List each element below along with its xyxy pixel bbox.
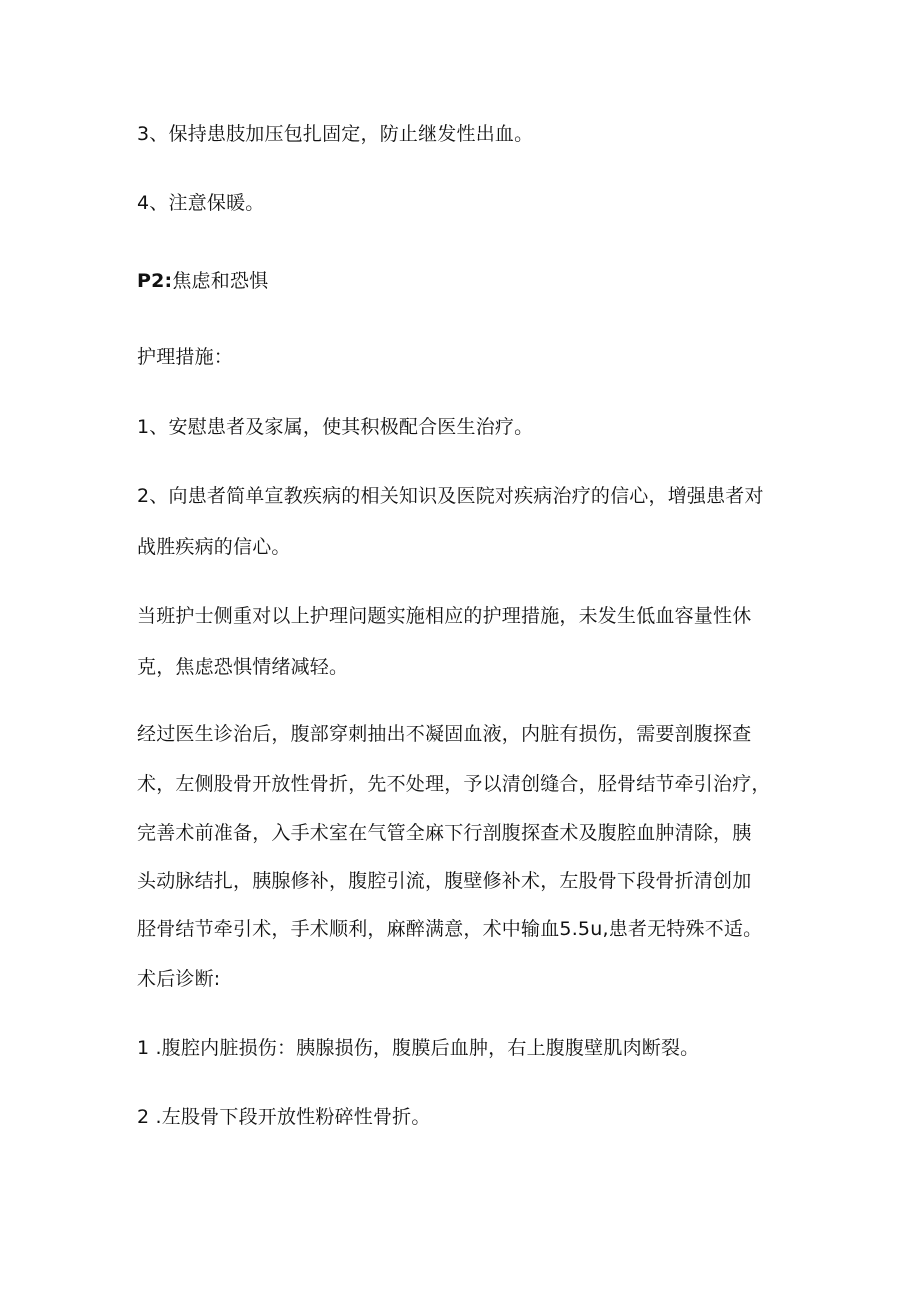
problem-code: P2: — [137, 270, 173, 292]
surgery-line-4: 头动脉结扎，胰腺修补，腹腔引流，腹壁修补术，左股骨下段骨折清创加 — [137, 870, 752, 892]
surgery-line-2: 术，左侧股骨开放性骨折，先不处理，予以清创缝合，胫骨结节牵引治疗， — [137, 773, 771, 795]
postop-diagnosis-label: 术后诊断: — [137, 968, 221, 990]
problem-title: 焦虑和恐惧 — [172, 270, 269, 292]
surgery-line-3: 完善术前准备，入手术室在气管全麻下行剖腹探查术及腹腔血肿清除，胰 — [137, 822, 752, 844]
diagnosis-item-2: 2 .左股骨下段开放性粉碎性骨折。 — [137, 1106, 431, 1128]
measures-label: 护理措施： — [137, 346, 234, 368]
nursing-item-4: 4、注意保暖。 — [137, 192, 265, 214]
diagnosis-item-1: 1 .腹腔内脏损伤：胰腺损伤，腹膜后血肿，右上腹腹壁肌肉断裂。 — [137, 1037, 700, 1059]
problem-heading-p2 — [137, 268, 268, 294]
summary-line-2: 克，焦虑恐惧情绪减轻。 — [137, 656, 349, 678]
nursing-item-3: 3、保持患肢加压包扎固定，防止继发性出血。 — [137, 123, 534, 145]
measure-item-2-line-1: 2、向患者简单宣教疾病的相关知识及医院对疾病治疗的信心，增强患者对 — [137, 485, 764, 507]
summary-line-1: 当班护士侧重对以上护理问题实施相应的护理措施，未发生低血容量性休 — [137, 605, 752, 627]
surgery-line-5: 胫骨结节牵引术，手术顺利，麻醉满意，术中输血5.5u,患者无特殊不适。 — [137, 918, 763, 940]
surgery-line-1: 经过医生诊治后，腹部穿刺抽出不凝固血液，内脏有损伤，需要剖腹探查 — [137, 723, 752, 745]
measure-item-1: 1、安慰患者及家属，使其积极配合医生治疗。 — [137, 416, 534, 438]
measure-item-2-line-2: 战胜疾病的信心。 — [137, 536, 291, 558]
